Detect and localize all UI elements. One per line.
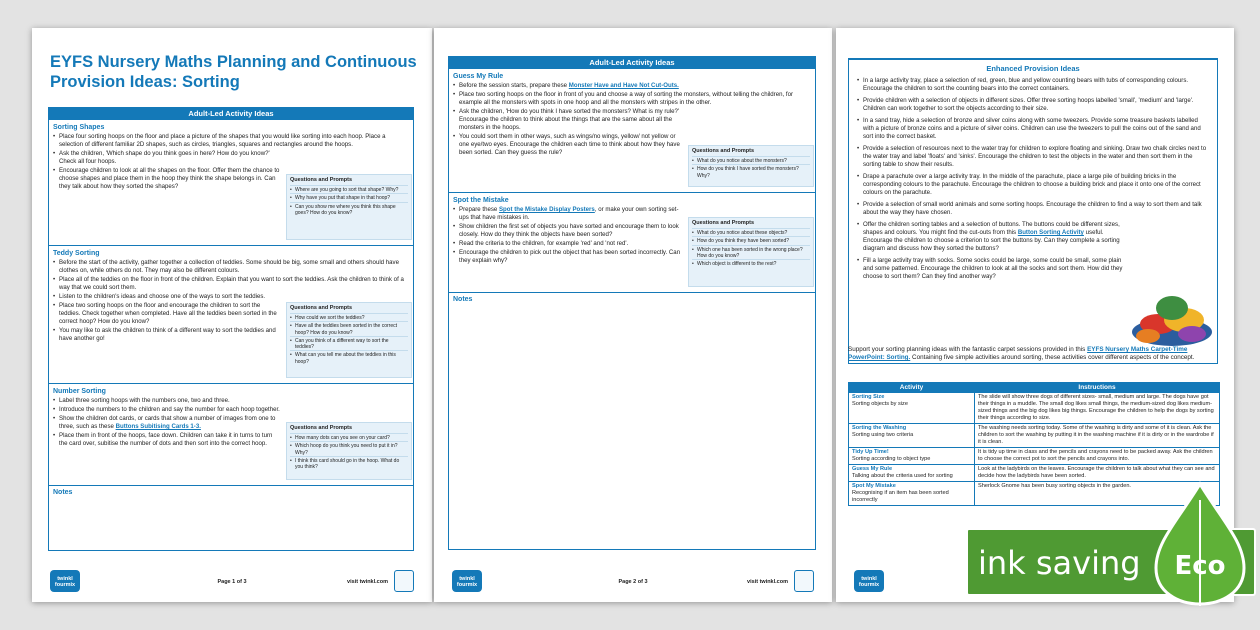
box-header: Adult-Led Activity Ideas xyxy=(49,108,413,120)
instructions-cell: Look at the ladybirds on the leaves. Encourage the children to talk about what they can see and decide how the ladybirds have been sorted. xyxy=(975,465,1220,482)
table-header-instructions: Instructions xyxy=(975,383,1220,393)
questions-title: Questions and Prompts xyxy=(290,305,353,311)
quality-badge-icon xyxy=(394,570,414,592)
list-item: • Provide a selection of resources next to the water tray for children to explore floating and sinking. Draw two chalk circles next to the water tray and label 'floats' and 'sinks'. Encourage the children to test the objects in the water and then sort them in the sorting table to show their results. xyxy=(857,145,1209,169)
question-item: • Why have you put that shape in that hoop? xyxy=(290,193,408,201)
activity-box xyxy=(48,107,414,551)
question-item: • Which object is different to the rest? xyxy=(692,259,810,267)
list-item: • You may like to ask the children to think of a different way to sort the teddies and have another go! xyxy=(53,327,281,343)
list-item: • Before the session starts, prepare these Monster Have and Have Not Cut-Outs. xyxy=(453,82,811,90)
section-title: Sorting Shapes xyxy=(53,124,105,131)
section-title: Guess My Rule xyxy=(453,73,504,80)
box-header: Adult-Led Activity Ideas xyxy=(449,57,815,69)
questions-panel xyxy=(688,145,814,187)
question-item: • How do you think I have sorted the monsters? Why? xyxy=(692,164,810,179)
list-item: • Listen to the children's ideas and choose one of the ways to sort the teddies. xyxy=(53,293,281,301)
notes-label: Notes xyxy=(453,296,473,303)
quality-badge-icon xyxy=(794,570,814,592)
list-item: • In a sand tray, hide a selection of bronze and silver coins along with some tweezers. Provide some treasure baskets labelled with a picture of bronze coins and a picture of silver coins. Children can use the tweezers to pull the coins out of the sand and sort into the correct basket. xyxy=(857,117,1209,141)
question-item: • What can you tell me about the teddies in this hoop? xyxy=(290,350,408,365)
buttons-subitising-link[interactable]: Buttons Subitising Cards 1-3. xyxy=(115,423,201,430)
section-title: Number Sorting xyxy=(53,388,106,395)
question-item: • How could we sort the teddies? xyxy=(290,313,408,321)
twinkl-logo: twinkl fourmix xyxy=(50,570,80,592)
twinkl-logo: twinkl fourmix xyxy=(452,570,482,592)
list-item: • Place them in front of the hoops, face down. Children can take it in turns to turn the card over, subitise the number of dots and then sort into the correct hoop. xyxy=(53,432,281,448)
activity-box xyxy=(448,56,816,550)
question-item: • What do you notice about the monsters? xyxy=(692,156,810,164)
list-item: • Prepare these Spot the Mistake Display Posters, or make your own sorting set-ups that have mistakes in. xyxy=(453,206,681,222)
question-item: • How do you think they have been sorted? xyxy=(692,236,810,244)
instructions-cell: The washing needs sorting today. Some of the washing is dirty and some of it is clean. Ask the children to sort the washing by putting it in the washing machine if it is dirty or in the wardrobe if it is clean. xyxy=(975,424,1220,448)
table-row xyxy=(849,424,1220,448)
ink-saving-label: ink saving xyxy=(978,544,1141,582)
questions-panel xyxy=(286,422,412,480)
question-item: • What do you notice about these objects? xyxy=(692,228,810,236)
carpet-time-powerpoint-link[interactable]: EYFS Nursery Maths Carpet-Time PowerPoint: Sorting. xyxy=(848,346,1188,361)
section-spot-the-mistake xyxy=(449,193,815,293)
section-title: Spot the Mistake xyxy=(453,197,509,204)
page-footer xyxy=(452,570,814,592)
list-item: • Place all of the teddies on the floor in front of the children. Explain that you want to sort the teddies. Ask the children to think of a way that we could sort them. xyxy=(53,276,409,292)
list-item: • Label three sorting hoops with the numbers one, two and three. xyxy=(53,397,409,405)
question-item: • Where are you going to sort that shape? Why? xyxy=(290,185,408,193)
questions-title: Questions and Prompts xyxy=(692,220,755,226)
list-item: • Provide a selection of small world animals and some sorting hoops. Encourage the children to find a way to sort them and talk about the way they have chosen. xyxy=(857,201,1209,217)
questions-title: Questions and Prompts xyxy=(290,177,353,183)
list-item: • Before the start of the activity, gather together a collection of teddies. Some should be big, some small and others should have clothes on, while others do not. They may also be different colours. xyxy=(53,259,409,275)
list-item: • Place two sorting hoops on the floor in front of you and choose a way of sorting the monsters, without telling the children, for example all the monsters with spots in one hoop and all the monsters with stripes in the other. xyxy=(453,91,811,107)
eco-badge-label: Eco xyxy=(1174,551,1226,581)
page-number: Page 1 of 3 xyxy=(217,579,247,585)
list-item: • Encourage children to look at all the shapes on the floor. Offer them the chance to choose shapes and place them in the hoop they think the shape belongs in. Can they talk about how they sorted the shapes? xyxy=(53,167,281,191)
worksheet-page-1 xyxy=(32,28,432,602)
monster-cutouts-link[interactable]: Monster Have and Have Not Cut-Outs. xyxy=(568,82,679,89)
table-row xyxy=(849,465,1220,482)
page-title: EYFS Nursery Maths Planning and Continuous Provision Ideas: Sorting xyxy=(50,53,417,91)
eco-leaf-icon xyxy=(1138,480,1260,610)
instructions-cell: The slide will show three dogs of different sizes- small, medium and large. The dogs have got their things in a muddle. The small dog likes small things, the medium-sized dog likes medium-sized things and the big dog likes big things. Encourage the children to help the dogs by sorting their things according to size. xyxy=(975,393,1220,424)
activity-cell: Tidy Up Time! Sorting according to object type xyxy=(849,448,975,465)
list-item: • Fill a large activity tray with socks. Some socks could be large, some could be small, some plain and some patterned. Encourage the children to look at all the socks and sort them. How did they choose to sort them? Can they find another way? xyxy=(857,257,1127,281)
question-item: • Which hoop do you think you need to put it in? Why? xyxy=(290,441,408,456)
question-item: • Can you show me where you think this shape goes? How do you know? xyxy=(290,202,408,217)
twinkl-logo: twinkl fourmix xyxy=(854,570,884,592)
list-item: • You could sort them in other ways, such as wings/no wings, yellow/ not yellow or one eye/two eyes. Encourage the children each time to think about how they have been sorted. Can they guess the rule? xyxy=(453,133,681,157)
list-item: • Drape a parachute over a large activity tray. In the middle of the parachute, place a large pile of building bricks in the corresponding colours to the parachute. Encourage the children to choose a building brick and place it onto one of the correct colours on the parachute. xyxy=(857,173,1209,197)
page-footer xyxy=(50,570,414,592)
list-item: • In a large activity tray, place a selection of red, green, blue and yellow counting bears with tubs of corresponding colours. Encourage the children to sort the counting bears into the correct containers. xyxy=(857,77,1209,93)
table-row xyxy=(849,393,1220,424)
table-row xyxy=(849,448,1220,465)
question-item: • Can you think of a different way to sort the teddies? xyxy=(290,336,408,351)
question-item: • Have all the teddies been sorted in the correct hoop? How do you know? xyxy=(290,321,408,336)
section-teddy-sorting xyxy=(49,246,413,384)
question-item: • Which one has been sorted in the wrong place? How do you know? xyxy=(692,245,810,260)
visit-link[interactable]: visit twinkl.com xyxy=(747,579,788,585)
questions-panel xyxy=(688,217,814,287)
section-title: Teddy Sorting xyxy=(53,250,100,257)
notes-label: Notes xyxy=(53,489,73,496)
list-item: • Show children the first set of objects you have sorted and encourage them to look closely. How do they think the objects have been sorted? xyxy=(453,223,681,239)
questions-title: Questions and Prompts xyxy=(290,425,353,431)
questions-title: Questions and Prompts xyxy=(692,148,755,154)
page-number: Page 2 of 3 xyxy=(618,579,648,585)
list-item: • Ask the children, 'Which shape do you think goes in here? How do you know?' Check all four hoops. xyxy=(53,150,281,166)
list-item: • Encourage the children to pick out the object that has been sorted incorrectly. Can they explain why? xyxy=(453,249,681,265)
support-paragraph: Support your sorting planning ideas with the fantastic carpet sessions provided in this EYFS Nursery Maths Carpet-Time PowerPoint: Sorting. Containing five simple activities around sorting, these activities cover different aspects of the concept. xyxy=(848,346,1195,361)
section-sorting-shapes xyxy=(49,120,413,246)
spot-mistake-posters-link[interactable]: Spot the Mistake Display Posters xyxy=(498,206,595,213)
list-item: • Introduce the numbers to the children and say the number for each hoop together. xyxy=(53,406,281,414)
section-number-sorting xyxy=(49,384,413,486)
instructions-cell: Sherlock Gnome has been busy sorting objects in the garden. xyxy=(975,482,1220,506)
list-item: • Provide children with a selection of objects in different sizes. Offer three sorting hoops labelled 'small', 'medium' and 'large'. Children can work together to sort the objects according to their size. xyxy=(857,97,1209,113)
question-item: • I think this card should go in the hoop. What do you think? xyxy=(290,456,408,471)
section-guess-my-rule xyxy=(449,69,815,193)
activity-cell: Spot My Mistake Recognising if an item has been sorted incorrectly xyxy=(849,482,975,506)
questions-panel xyxy=(286,302,412,378)
button-sorting-link[interactable]: Button Sorting Activity xyxy=(1017,229,1084,236)
question-item: • How many dots can you see on your card? xyxy=(290,433,408,441)
enhanced-provision-title: Enhanced Provision Ideas xyxy=(986,64,1080,73)
list-item: • Place two sorting hoops on the floor and encourage the children to sort the teddies. Check together when completed. Have all the teddies been sorted in the correct hoop? How do you know? xyxy=(53,302,281,326)
activity-cell: Guess My Rule Talking about the criteria used for sorting xyxy=(849,465,975,482)
activity-cell: Sorting the Washing Sorting using two criteria xyxy=(849,424,975,448)
instructions-cell: It is tidy up time in class and the pencils and crayons need to be packed away. Ask the children to choose the correct pot to sort the pencils and crayons into. xyxy=(975,448,1220,465)
table-header-activity: Activity xyxy=(849,383,975,393)
worksheet-page-2 xyxy=(434,28,832,602)
questions-panel xyxy=(286,174,412,240)
activity-cell: Sorting Size Sorting objects by size xyxy=(849,393,975,424)
list-item: • Read the criteria to the children, for example 'red' and 'not red'. xyxy=(453,240,681,248)
sock-pile-icon xyxy=(1128,284,1216,348)
list-item: • Ask the children, 'How do you think I have sorted the monsters? What is my rule?' Encourage the children to think about the things that are the same about all the monsters in the hoops. xyxy=(453,108,681,132)
list-item: • Offer the children sorting tables and a selection of buttons. The buttons could be different sizes, shapes and colours. You might find the cut-outs from this Button Sorting Activity useful. Encourage the children to choose a criterion to sort the buttons by. Can they complete a sorting diagram and discuss how they sorted the buttons? xyxy=(857,221,1127,253)
visit-link[interactable]: visit twinkl.com xyxy=(347,579,388,585)
list-item: • Place four sorting hoops on the floor and place a picture of the shapes that you would like sorting into each hoop. Place a selection of different familiar 2D shapes, such as circles, triangles, squares and rectangles around the hoops. xyxy=(53,133,409,149)
list-item: • Show the children dot cards, or cards that show a number of images from one to three, such as these Buttons Subitising Cards 1-3. xyxy=(53,415,281,431)
